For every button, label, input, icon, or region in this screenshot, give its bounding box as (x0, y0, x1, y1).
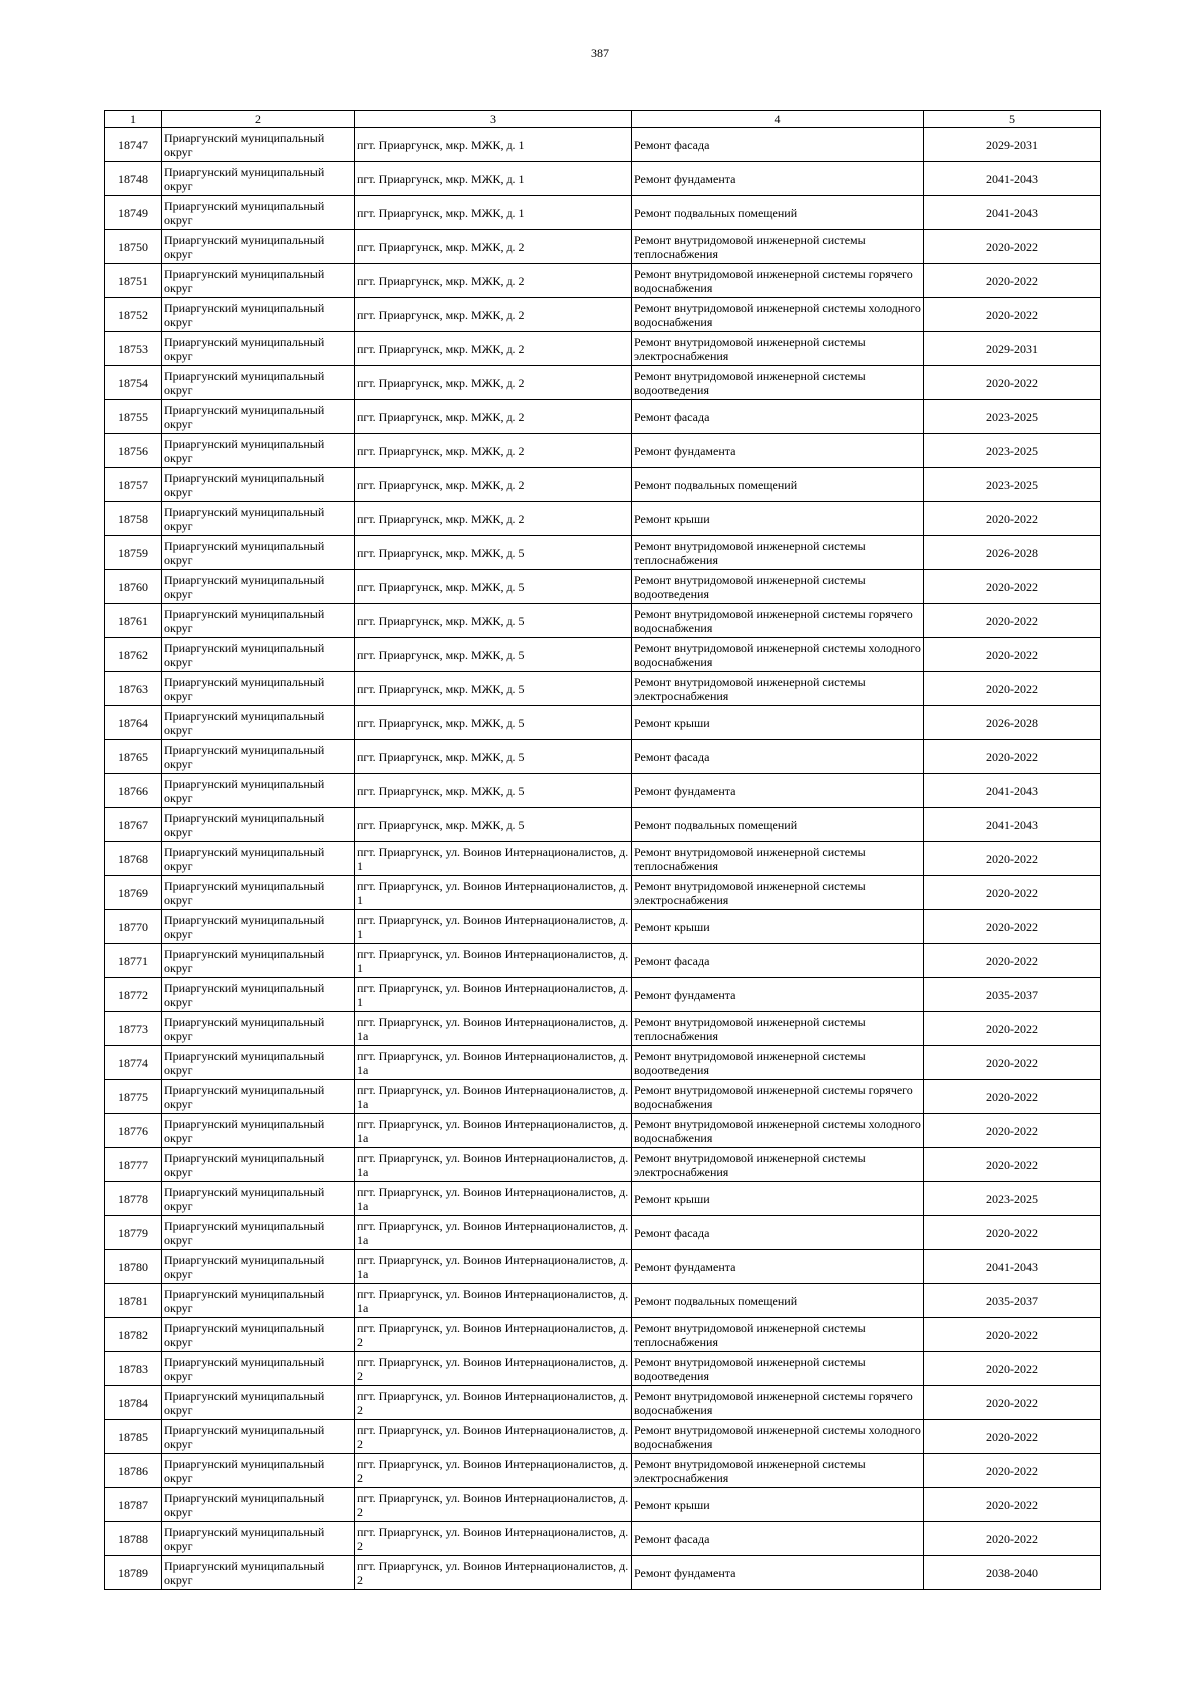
municipality-cell: Приаргунский муниципальный округ (162, 672, 355, 706)
work-type-cell: Ремонт фундамента (632, 162, 924, 196)
address-cell: пгт. Приаргунск, мкр. МЖК, д. 2 (355, 434, 632, 468)
period-cell: 2023-2025 (924, 434, 1101, 468)
municipality-cell: Приаргунский муниципальный округ (162, 1420, 355, 1454)
period-cell: 2020-2022 (924, 910, 1101, 944)
work-type-cell: Ремонт фасада (632, 400, 924, 434)
address-cell: пгт. Приаргунск, ул. Воинов Интернационалистов, д. 1 (355, 910, 632, 944)
row-number-cell: 18785 (105, 1420, 162, 1454)
municipality-cell: Приаргунский муниципальный округ (162, 842, 355, 876)
table-row (105, 1556, 1101, 1590)
address-cell: пгт. Приаргунск, мкр. МЖК, д. 1 (355, 128, 632, 162)
address-cell: пгт. Приаргунск, мкр. МЖК, д. 5 (355, 570, 632, 604)
work-type-cell: Ремонт подвальных помещений (632, 196, 924, 230)
column-header-4: 4 (632, 111, 924, 128)
table-row (105, 672, 1101, 706)
address-cell: пгт. Приаргунск, ул. Воинов Интернационалистов, д. 1 (355, 944, 632, 978)
row-number-cell: 18750 (105, 230, 162, 264)
table-row (105, 876, 1101, 910)
work-type-cell: Ремонт фундамента (632, 434, 924, 468)
address-cell: пгт. Приаргунск, мкр. МЖК, д. 2 (355, 230, 632, 264)
municipality-cell: Приаргунский муниципальный округ (162, 1284, 355, 1318)
row-number-cell: 18770 (105, 910, 162, 944)
work-type-cell: Ремонт внутридомовой инженерной системы электроснабжения (632, 672, 924, 706)
work-type-cell: Ремонт внутридомовой инженерной системы электроснабжения (632, 1454, 924, 1488)
address-cell: пгт. Приаргунск, ул. Воинов Интернационалистов, д. 1а (355, 1046, 632, 1080)
row-number-cell: 18777 (105, 1148, 162, 1182)
table-row (105, 1318, 1101, 1352)
row-number-cell: 18751 (105, 264, 162, 298)
row-number-cell: 18773 (105, 1012, 162, 1046)
address-cell: пгт. Приаргунск, ул. Воинов Интернационалистов, д. 1 (355, 842, 632, 876)
work-type-cell: Ремонт внутридомовой инженерной системы водоотведения (632, 366, 924, 400)
work-type-cell: Ремонт фасада (632, 740, 924, 774)
municipality-cell: Приаргунский муниципальный округ (162, 808, 355, 842)
table-row (105, 1012, 1101, 1046)
address-cell: пгт. Приаргунск, мкр. МЖК, д. 2 (355, 298, 632, 332)
header-row (105, 111, 1101, 128)
municipality-cell: Приаргунский муниципальный округ (162, 944, 355, 978)
period-cell: 2020-2022 (924, 230, 1101, 264)
address-cell: пгт. Приаргунск, ул. Воинов Интернационалистов, д. 1а (355, 1114, 632, 1148)
table-row (105, 230, 1101, 264)
period-cell: 2020-2022 (924, 1352, 1101, 1386)
row-number-cell: 18762 (105, 638, 162, 672)
address-cell: пгт. Приаргунск, ул. Воинов Интернационалистов, д. 2 (355, 1386, 632, 1420)
work-type-cell: Ремонт крыши (632, 910, 924, 944)
address-cell: пгт. Приаргунск, ул. Воинов Интернационалистов, д. 1а (355, 1012, 632, 1046)
municipality-cell: Приаргунский муниципальный округ (162, 1318, 355, 1352)
row-number-cell: 18772 (105, 978, 162, 1012)
table-row (105, 1386, 1101, 1420)
municipality-cell: Приаргунский муниципальный округ (162, 230, 355, 264)
work-type-cell: Ремонт крыши (632, 706, 924, 740)
municipality-cell: Приаргунский муниципальный округ (162, 638, 355, 672)
table-row (105, 944, 1101, 978)
row-number-cell: 18783 (105, 1352, 162, 1386)
work-type-cell: Ремонт крыши (632, 502, 924, 536)
address-cell: пгт. Приаргунск, ул. Воинов Интернационалистов, д. 1а (355, 1284, 632, 1318)
period-cell: 2026-2028 (924, 536, 1101, 570)
table-row (105, 1250, 1101, 1284)
municipality-cell: Приаргунский муниципальный округ (162, 604, 355, 638)
address-cell: пгт. Приаргунск, ул. Воинов Интернационалистов, д. 2 (355, 1488, 632, 1522)
address-cell: пгт. Приаргунск, мкр. МЖК, д. 2 (355, 332, 632, 366)
row-number-cell: 18779 (105, 1216, 162, 1250)
period-cell: 2041-2043 (924, 808, 1101, 842)
municipality-cell: Приаргунский муниципальный округ (162, 536, 355, 570)
period-cell: 2020-2022 (924, 944, 1101, 978)
table-row (105, 162, 1101, 196)
table-row (105, 128, 1101, 162)
row-number-cell: 18769 (105, 876, 162, 910)
municipality-cell: Приаргунский муниципальный округ (162, 502, 355, 536)
period-cell: 2023-2025 (924, 1182, 1101, 1216)
period-cell: 2020-2022 (924, 1488, 1101, 1522)
period-cell: 2020-2022 (924, 638, 1101, 672)
row-number-cell: 18781 (105, 1284, 162, 1318)
municipality-cell: Приаргунский муниципальный округ (162, 1012, 355, 1046)
period-cell: 2020-2022 (924, 1148, 1101, 1182)
municipality-cell: Приаргунский муниципальный округ (162, 1216, 355, 1250)
address-cell: пгт. Приаргунск, мкр. МЖК, д. 5 (355, 672, 632, 706)
period-cell: 2020-2022 (924, 264, 1101, 298)
address-cell: пгт. Приаргунск, ул. Воинов Интернационалистов, д. 1а (355, 1250, 632, 1284)
table-row (105, 332, 1101, 366)
work-type-cell: Ремонт внутридомовой инженерной системы холодного водоснабжения (632, 1114, 924, 1148)
table-row (105, 1488, 1101, 1522)
table-row (105, 1182, 1101, 1216)
period-cell: 2023-2025 (924, 400, 1101, 434)
period-cell: 2041-2043 (924, 196, 1101, 230)
period-cell: 2023-2025 (924, 468, 1101, 502)
municipality-cell: Приаргунский муниципальный округ (162, 1182, 355, 1216)
period-cell: 2029-2031 (924, 128, 1101, 162)
row-number-cell: 18748 (105, 162, 162, 196)
row-number-cell: 18787 (105, 1488, 162, 1522)
work-type-cell: Ремонт фундамента (632, 978, 924, 1012)
work-type-cell: Ремонт фундамента (632, 1556, 924, 1590)
work-type-cell: Ремонт фасада (632, 1522, 924, 1556)
period-cell: 2020-2022 (924, 672, 1101, 706)
row-number-cell: 18754 (105, 366, 162, 400)
municipality-cell: Приаргунский муниципальный округ (162, 264, 355, 298)
work-type-cell: Ремонт внутридомовой инженерной системы холодного водоснабжения (632, 298, 924, 332)
row-number-cell: 18768 (105, 842, 162, 876)
table-row (105, 570, 1101, 604)
table-row (105, 502, 1101, 536)
row-number-cell: 18749 (105, 196, 162, 230)
address-cell: пгт. Приаргунск, ул. Воинов Интернационалистов, д. 2 (355, 1454, 632, 1488)
municipality-cell: Приаргунский муниципальный округ (162, 1352, 355, 1386)
work-type-cell: Ремонт внутридомовой инженерной системы теплоснабжения (632, 842, 924, 876)
work-type-cell: Ремонт подвальных помещений (632, 808, 924, 842)
address-cell: пгт. Приаргунск, ул. Воинов Интернационалистов, д. 1 (355, 978, 632, 1012)
work-type-cell: Ремонт внутридомовой инженерной системы горячего водоснабжения (632, 1386, 924, 1420)
address-cell: пгт. Приаргунск, мкр. МЖК, д. 2 (355, 502, 632, 536)
municipality-cell: Приаргунский муниципальный округ (162, 1114, 355, 1148)
column-header-2: 2 (162, 111, 355, 128)
row-number-cell: 18760 (105, 570, 162, 604)
period-cell: 2020-2022 (924, 1216, 1101, 1250)
work-type-cell: Ремонт крыши (632, 1182, 924, 1216)
work-type-cell: Ремонт внутридомовой инженерной системы холодного водоснабжения (632, 1420, 924, 1454)
table-row (105, 1046, 1101, 1080)
work-type-cell: Ремонт внутридомовой инженерной системы горячего водоснабжения (632, 264, 924, 298)
municipality-cell: Приаргунский муниципальный округ (162, 1046, 355, 1080)
table-row (105, 1284, 1101, 1318)
table-row (105, 264, 1101, 298)
row-number-cell: 18786 (105, 1454, 162, 1488)
address-cell: пгт. Приаргунск, мкр. МЖК, д. 1 (355, 162, 632, 196)
table-row (105, 706, 1101, 740)
table-row (105, 1522, 1101, 1556)
address-cell: пгт. Приаргунск, мкр. МЖК, д. 2 (355, 366, 632, 400)
municipality-cell: Приаргунский муниципальный округ (162, 1488, 355, 1522)
municipality-cell: Приаргунский муниципальный округ (162, 706, 355, 740)
work-type-cell: Ремонт внутридомовой инженерной системы электроснабжения (632, 1148, 924, 1182)
address-cell: пгт. Приаргунск, мкр. МЖК, д. 2 (355, 400, 632, 434)
table-row (105, 1352, 1101, 1386)
period-cell: 2029-2031 (924, 332, 1101, 366)
row-number-cell: 18759 (105, 536, 162, 570)
table-row (105, 1454, 1101, 1488)
municipality-cell: Приаргунский муниципальный округ (162, 978, 355, 1012)
municipality-cell: Приаргунский муниципальный округ (162, 128, 355, 162)
address-cell: пгт. Приаргунск, мкр. МЖК, д. 2 (355, 468, 632, 502)
table-row (105, 400, 1101, 434)
table-row (105, 774, 1101, 808)
work-type-cell: Ремонт фасада (632, 1216, 924, 1250)
work-type-cell: Ремонт внутридомовой инженерной системы электроснабжения (632, 876, 924, 910)
period-cell: 2020-2022 (924, 842, 1101, 876)
page-number: 387 (591, 46, 609, 60)
period-cell: 2041-2043 (924, 1250, 1101, 1284)
row-number-cell: 18753 (105, 332, 162, 366)
address-cell: пгт. Приаргунск, ул. Воинов Интернационалистов, д. 2 (355, 1420, 632, 1454)
work-type-cell: Ремонт фасада (632, 128, 924, 162)
address-cell: пгт. Приаргунск, ул. Воинов Интернационалистов, д. 2 (355, 1352, 632, 1386)
address-cell: пгт. Приаргунск, мкр. МЖК, д. 5 (355, 740, 632, 774)
work-type-cell: Ремонт внутридомовой инженерной системы горячего водоснабжения (632, 1080, 924, 1114)
period-cell: 2020-2022 (924, 876, 1101, 910)
period-cell: 2020-2022 (924, 1080, 1101, 1114)
work-type-cell: Ремонт подвальных помещений (632, 1284, 924, 1318)
period-cell: 2020-2022 (924, 1046, 1101, 1080)
address-cell: пгт. Приаргунск, мкр. МЖК, д. 5 (355, 774, 632, 808)
work-type-cell: Ремонт фасада (632, 944, 924, 978)
address-cell: пгт. Приаргунск, ул. Воинов Интернационалистов, д. 1а (355, 1182, 632, 1216)
period-cell: 2020-2022 (924, 1386, 1101, 1420)
row-number-cell: 18756 (105, 434, 162, 468)
period-cell: 2026-2028 (924, 706, 1101, 740)
row-number-cell: 18775 (105, 1080, 162, 1114)
period-cell: 2020-2022 (924, 570, 1101, 604)
row-number-cell: 18789 (105, 1556, 162, 1590)
row-number-cell: 18758 (105, 502, 162, 536)
row-number-cell: 18788 (105, 1522, 162, 1556)
work-type-cell: Ремонт внутридомовой инженерной системы теплоснабжения (632, 1318, 924, 1352)
address-cell: пгт. Приаргунск, мкр. МЖК, д. 1 (355, 196, 632, 230)
table-row (105, 638, 1101, 672)
column-header-5: 5 (924, 111, 1101, 128)
work-type-cell: Ремонт подвальных помещений (632, 468, 924, 502)
period-cell: 2035-2037 (924, 978, 1101, 1012)
table-row (105, 1216, 1101, 1250)
municipality-cell: Приаргунский муниципальный округ (162, 910, 355, 944)
table-body (105, 128, 1101, 1590)
municipality-cell: Приаргунский муниципальный округ (162, 570, 355, 604)
table-row (105, 604, 1101, 638)
table-row (105, 910, 1101, 944)
period-cell: 2020-2022 (924, 1012, 1101, 1046)
row-number-cell: 18766 (105, 774, 162, 808)
table-row (105, 298, 1101, 332)
period-cell: 2020-2022 (924, 1318, 1101, 1352)
municipality-cell: Приаргунский муниципальный округ (162, 1454, 355, 1488)
row-number-cell: 18782 (105, 1318, 162, 1352)
address-cell: пгт. Приаргунск, мкр. МЖК, д. 2 (355, 264, 632, 298)
row-number-cell: 18761 (105, 604, 162, 638)
municipality-cell: Приаргунский муниципальный округ (162, 400, 355, 434)
work-type-cell: Ремонт внутридомовой инженерной системы электроснабжения (632, 332, 924, 366)
municipality-cell: Приаргунский муниципальный округ (162, 740, 355, 774)
column-header-3: 3 (355, 111, 632, 128)
municipality-cell: Приаргунский муниципальный округ (162, 332, 355, 366)
row-number-cell: 18765 (105, 740, 162, 774)
row-number-cell: 18764 (105, 706, 162, 740)
table-row (105, 1080, 1101, 1114)
row-number-cell: 18755 (105, 400, 162, 434)
period-cell: 2020-2022 (924, 1420, 1101, 1454)
table-row (105, 808, 1101, 842)
repair-schedule-table (104, 110, 1101, 1590)
municipality-cell: Приаргунский муниципальный округ (162, 434, 355, 468)
municipality-cell: Приаргунский муниципальный округ (162, 1522, 355, 1556)
period-cell: 2035-2037 (924, 1284, 1101, 1318)
row-number-cell: 18763 (105, 672, 162, 706)
address-cell: пгт. Приаргунск, ул. Воинов Интернационалистов, д. 2 (355, 1522, 632, 1556)
work-type-cell: Ремонт внутридомовой инженерной системы горячего водоснабжения (632, 604, 924, 638)
period-cell: 2038-2040 (924, 1556, 1101, 1590)
table-row (105, 434, 1101, 468)
work-type-cell: Ремонт внутридомовой инженерной системы холодного водоснабжения (632, 638, 924, 672)
work-type-cell: Ремонт крыши (632, 1488, 924, 1522)
address-cell: пгт. Приаргунск, ул. Воинов Интернационалистов, д. 1 (355, 876, 632, 910)
row-number-cell: 18774 (105, 1046, 162, 1080)
table-row (105, 1420, 1101, 1454)
address-cell: пгт. Приаргунск, мкр. МЖК, д. 5 (355, 604, 632, 638)
table-row (105, 740, 1101, 774)
period-cell: 2020-2022 (924, 1114, 1101, 1148)
municipality-cell: Приаргунский муниципальный округ (162, 1386, 355, 1420)
table-row (105, 842, 1101, 876)
address-cell: пгт. Приаргунск, мкр. МЖК, д. 5 (355, 536, 632, 570)
municipality-cell: Приаргунский муниципальный округ (162, 468, 355, 502)
table-row (105, 536, 1101, 570)
table-row (105, 468, 1101, 502)
address-cell: пгт. Приаргунск, ул. Воинов Интернационалистов, д. 1а (355, 1080, 632, 1114)
municipality-cell: Приаргунский муниципальный округ (162, 366, 355, 400)
work-type-cell: Ремонт внутридомовой инженерной системы теплоснабжения (632, 536, 924, 570)
address-cell: пгт. Приаргунск, мкр. МЖК, д. 5 (355, 706, 632, 740)
period-cell: 2020-2022 (924, 740, 1101, 774)
row-number-cell: 18778 (105, 1182, 162, 1216)
work-type-cell: Ремонт фундамента (632, 774, 924, 808)
address-cell: пгт. Приаргунск, мкр. МЖК, д. 5 (355, 808, 632, 842)
period-cell: 2020-2022 (924, 366, 1101, 400)
municipality-cell: Приаргунский муниципальный округ (162, 1250, 355, 1284)
address-cell: пгт. Приаргунск, ул. Воинов Интернационалистов, д. 1а (355, 1148, 632, 1182)
period-cell: 2020-2022 (924, 1522, 1101, 1556)
work-type-cell: Ремонт внутридомовой инженерной системы теплоснабжения (632, 1012, 924, 1046)
row-number-cell: 18757 (105, 468, 162, 502)
work-type-cell: Ремонт внутридомовой инженерной системы водоотведения (632, 1352, 924, 1386)
period-cell: 2020-2022 (924, 604, 1101, 638)
municipality-cell: Приаргунский муниципальный округ (162, 774, 355, 808)
row-number-cell: 18752 (105, 298, 162, 332)
table-row (105, 978, 1101, 1012)
period-cell: 2020-2022 (924, 298, 1101, 332)
municipality-cell: Приаргунский муниципальный округ (162, 1080, 355, 1114)
work-type-cell: Ремонт внутридомовой инженерной системы теплоснабжения (632, 230, 924, 264)
municipality-cell: Приаргунский муниципальный округ (162, 162, 355, 196)
work-type-cell: Ремонт фундамента (632, 1250, 924, 1284)
row-number-cell: 18780 (105, 1250, 162, 1284)
table-row (105, 196, 1101, 230)
row-number-cell: 18747 (105, 128, 162, 162)
municipality-cell: Приаргунский муниципальный округ (162, 876, 355, 910)
address-cell: пгт. Приаргунск, мкр. МЖК, д. 5 (355, 638, 632, 672)
municipality-cell: Приаргунский муниципальный округ (162, 1148, 355, 1182)
period-cell: 2041-2043 (924, 774, 1101, 808)
municipality-cell: Приаргунский муниципальный округ (162, 196, 355, 230)
column-header-1: 1 (105, 111, 162, 128)
period-cell: 2020-2022 (924, 1454, 1101, 1488)
table-row (105, 366, 1101, 400)
row-number-cell: 18767 (105, 808, 162, 842)
municipality-cell: Приаргунский муниципальный округ (162, 298, 355, 332)
work-type-cell: Ремонт внутридомовой инженерной системы водоотведения (632, 1046, 924, 1080)
table-row (105, 1148, 1101, 1182)
period-cell: 2041-2043 (924, 162, 1101, 196)
row-number-cell: 18784 (105, 1386, 162, 1420)
address-cell: пгт. Приаргунск, ул. Воинов Интернационалистов, д. 2 (355, 1556, 632, 1590)
municipality-cell: Приаргунский муниципальный округ (162, 1556, 355, 1590)
period-cell: 2020-2022 (924, 502, 1101, 536)
row-number-cell: 18776 (105, 1114, 162, 1148)
table-row (105, 1114, 1101, 1148)
row-number-cell: 18771 (105, 944, 162, 978)
work-type-cell: Ремонт внутридомовой инженерной системы водоотведения (632, 570, 924, 604)
address-cell: пгт. Приаргунск, ул. Воинов Интернационалистов, д. 2 (355, 1318, 632, 1352)
address-cell: пгт. Приаргунск, ул. Воинов Интернационалистов, д. 1а (355, 1216, 632, 1250)
